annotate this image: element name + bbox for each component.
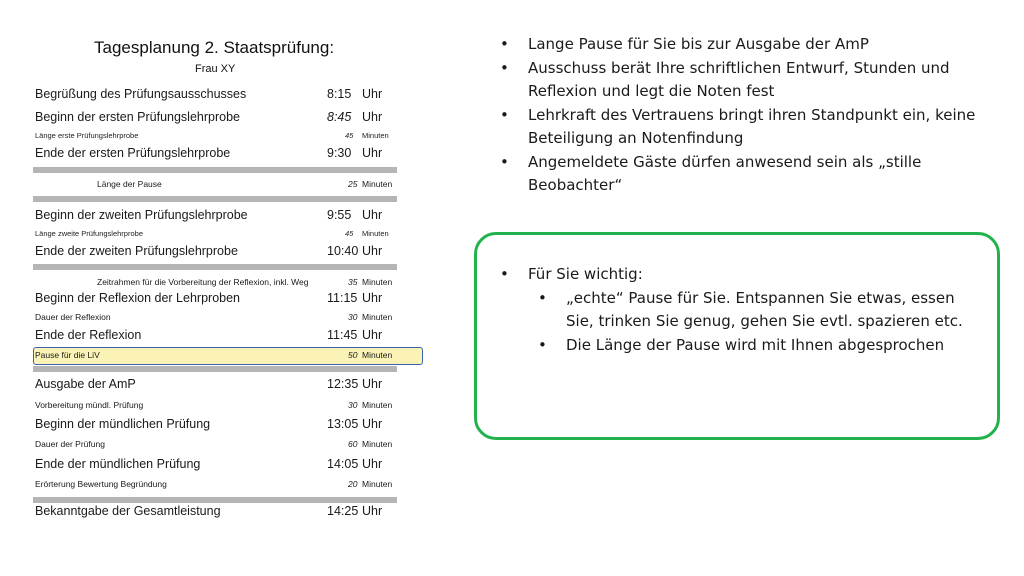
schedule-subtitle: Frau XY — [195, 63, 236, 75]
note-item: • Lange Pause für Sie bis zur Ausgabe der AmP — [500, 33, 980, 57]
important-list — [500, 263, 980, 357]
note-item: • Lehrkraft des Vertrauens bringt ihren Standpunkt ein, keine Beteiligung an Notenfindung — [500, 104, 980, 151]
separator-bar — [33, 366, 397, 372]
note-item: • Ausschuss berät Ihre schriftlichen Entwurf, Stunden und Reflexion und legt die Noten fest — [500, 57, 980, 104]
separator-bar — [33, 167, 397, 173]
schedule-title: Tagesplanung 2. Staatsprüfung: — [94, 38, 335, 57]
notes-list — [500, 33, 980, 198]
separator-bar — [33, 264, 397, 270]
schedule-document: Tagesplanung 2. Staatsprüfung: Frau XY Begrüßung des Prüfungsausschusses 8:15 Uhr Beginn der ersten Prüfungslehrprobe 8:45 Uhr Länge erste Prüfungslehrprobe 45 Minuten Ende der ersten Prüfungslehrprobe 9:30 Uhr Länge der Pause 25 Minuten Beginn der zweiten Prüfungslehrprobe 9:55 Uhr Länge zweite Prüfungslehrprobe 45 Minuten Ende der zweiten Prüfungslehrprobe 10:40 Uhr Zeitrahmen für die Vorbereitung der Reflexion, inkl. Weg 35 Minuten Beginn der Reflexion der Lehrproben 11:15 Uhr Dauer der Reflexion 30 Minuten Ende der Reflexion 11:45 Uhr Pause für die LiV 50 Minuten Ausgabe der AmP 12:35 Uhr Vorbereitung mündl. Prüfung 30 Minuten Beginn der mündlichen Prüfung 13:05 Uhr Dauer der Prüfung 60 Minuten Ende der mündlichen Prüfung 14:05 Uhr Erörterung Bewertung Begründung 20 Minuten Bekanntgabe der Gesamtleistung 14:25 Uhr — [0, 0, 460, 576]
separator-bar — [33, 497, 397, 503]
separator-bar — [33, 196, 397, 202]
important-item: • „echte“ Pause für Sie. Entspannen Sie etwas, essen Sie, trinken Sie genug, gehen Sie evtl. spazieren etc. — [500, 287, 980, 334]
important-item: • Die Länge der Pause wird mit Ihnen abgesprochen — [500, 334, 980, 358]
note-item: • Angemeldete Gäste dürfen anwesend sein als „stille Beobachter“ — [500, 151, 980, 198]
important-heading: • Für Sie wichtig: — [500, 263, 980, 287]
